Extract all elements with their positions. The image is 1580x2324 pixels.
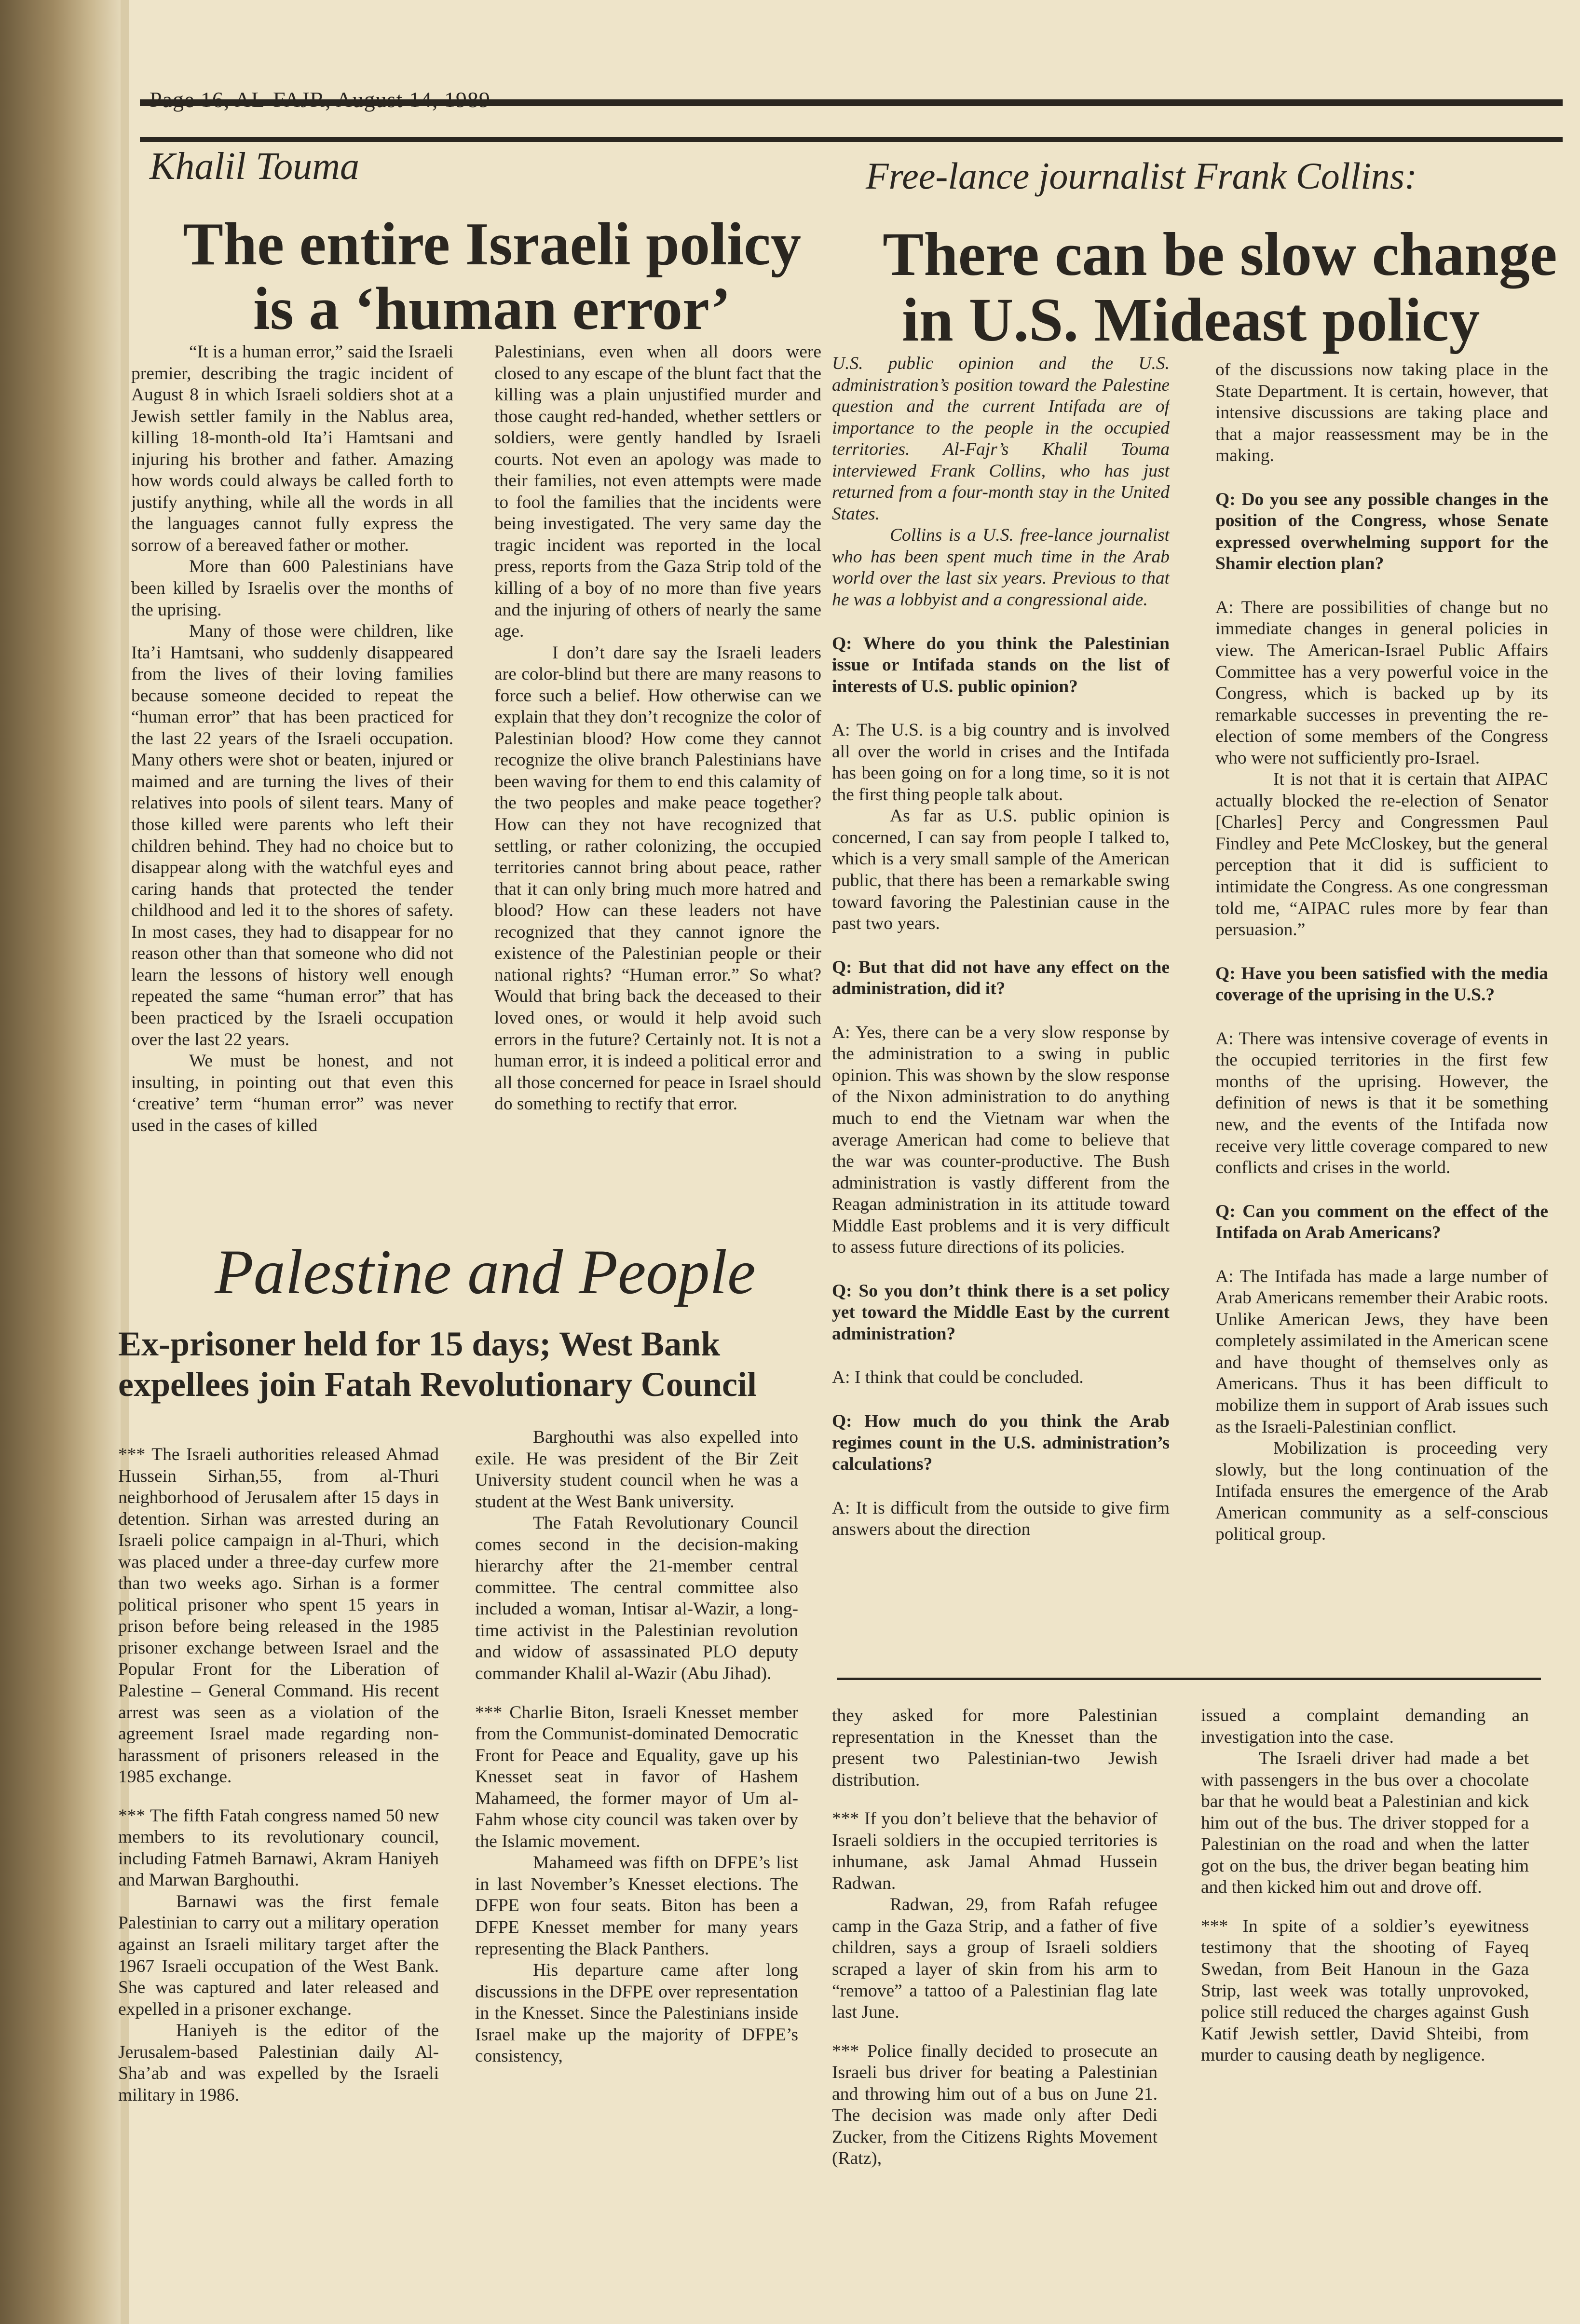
news-brief: *** The Israeli authorities released Ahmad Hussein Sirhan,55, from al-Thuri neighborhood of Jerusalem after 15 days in detention. Sirhan was arrested during an Israeli police campaign in al-Thuri, which was placed under a three-day curfew more than two weeks ago. Sirhan is a former political prisoner who spent 15 years in prison before being released in the 1985 prisoner exchange between Israel and the Popular Front for the Liberation of Palestine – General Command. His recent arrest was seen as a violation of the agreement Israel made regarding non-harassment of prisoners released in the 1985 exchange.	[118, 1445, 439, 1787]
paragraph-continued: of the discussions now taking place in the State Department. It is certain, however, that intensive discussions are taking place and that a major reassessment may be in the making.	[1215, 360, 1548, 466]
paragraph: More than 600 Palestinians have been killed by Israelis over the months of the uprising.	[131, 557, 453, 620]
interview-answer: A: There was intensive coverage of events in the occupied territories in the first few months of the uprising. However, the definition of news is that it be something new, and the events of the Intifada now receive very little coverage compared to new conflicts and crises in the world.	[1215, 1028, 1548, 1178]
paragraph: “It is a human error,” said the Israeli premier, describing the tragic incident of August 8 in which Israeli soldiers shot at a Jewish settler family in the Nablus area, killing 18-month-old Ita’i Hamtsani and injuring his brother and father. Amazing how words could always be called forth to justify anything, while all the words in all the languages cannot fully express the sorrow of a bereaved father or mother.	[131, 342, 453, 555]
paragraph: Barghouthi was also expelled into exile. He was president of the Bir Zeit University student council when he was a student at the West Bank university.	[475, 1427, 798, 1512]
paragraph: His departure came after long discussions in the DFPE over representation in the Knesset. Since the Palestinians inside Israel make up the majority of DFPE’s consistency,	[475, 1960, 798, 2066]
paragraph-continued: issued a complaint demanding an investigation into the case.	[1201, 1706, 1529, 1747]
interview-question: Q: Have you been satisfied with the media coverage of the uprising in the U.S.?	[1215, 963, 1548, 1005]
interview-question: Q: But that did not have any effect on the administration, did it?	[832, 957, 1170, 999]
right-kicker: Free-lance journalist Frank Collins:	[866, 155, 1417, 197]
paragraph-continued: they asked for more Palestinian representation in the Knesset than the present two Palestinian-two Jewish distribution.	[832, 1706, 1158, 1790]
interview-answer: A: The U.S. is a big country and is involved all over the world in crises and the Intifada has been going on for a long time, so it is not the first thing people talk about.	[832, 720, 1170, 805]
paragraph: Haniyeh is the editor of the Jerusalem-based Palestinian daily Al-Sha’ab and was expelled by the Israeli military in 1986.	[118, 2021, 439, 2105]
interview-question: Q: Do you see any possible changes in the position of the Congress, whose Senate expressed overwhelming support for the Shamir election plan?	[1215, 489, 1548, 574]
book-binding	[0, 0, 121, 2324]
paragraph: The Israeli driver had made a bet with passengers in the bus over a chocolate bar that he would beat a Palestinian and kick him out of the bus. The driver stopped for a Palestinian on the road and when the latter got on the bus, the driver began beating him and then kicked him out and drove off.	[1201, 1749, 1529, 1898]
right-headline-line2: in U.S. Mideast policy	[902, 285, 1480, 354]
paragraph: Radwan, 29, from Rafah refugee camp in the Gaza Strip, and a father of five children, says a group of Israeli soldiers scraped a layer of skin from his arm to “remove” a tattoo of a Palestinian flag late last June.	[832, 1895, 1158, 2023]
left-story-column-2	[494, 342, 821, 1219]
news-brief: *** Police finally decided to prosecute an Israeli bus driver for beating a Palestinian and throwing him out of a bus on June 21. The decision was made only after Dedi Zucker, from the Citizens Rights Movement (Ratz),	[832, 2041, 1158, 2169]
paragraph: As far as U.S. public opinion is concerned, I can say from people I talked to, which is a very small sample of the American public, that there has been a remarkable swing toward favoring the Palestinian cause in the past two years.	[832, 806, 1170, 934]
news-brief: *** Charlie Biton, Israeli Knesset member from the Communist-dominated Democratic Front for Peace and Equality, gave up his Knesset seat in favor of Hashem Mahameed, the former mayor of Um al-Fahm whose city council was taken over by the Islamic movement.	[475, 1702, 798, 1851]
interview-answer: A: The Intifada has made a large number of Arab Americans remember their Arabic roots. Unlike American Jews, they have been completely assimilated in the American scene and have thought of themselves only as Americans. Thus it has been difficult to mobilize them in support of Arab issues such as the Israeli-Palestinian conflict.	[1215, 1266, 1548, 1437]
interview-question: Q: So you don’t think there is a set policy yet toward the Middle East by the current administration?	[832, 1281, 1170, 1344]
news-brief: *** If you don’t believe that the behavior of Israeli soldiers in the occupied territories is inhumane, ask Jamal Ahmad Hussein Radwan.	[832, 1809, 1158, 1893]
left-headline	[145, 212, 839, 341]
paragraph: The Fatah Revolutionary Council comes second in the decision-making hierarchy after the 21-member central committee. The central committee also included a woman, Intisar al-Wazir, a long-time activist in the Palestinian revolution and widow of assassinated PLO deputy commander Khalil al-Wazir (Abu Jihad).	[475, 1513, 798, 1684]
paragraph: Mobilization is proceeding very slowly, but the long continuation of the Intifada ensures the emergence of the Arab American community as a self-conscious political group.	[1215, 1438, 1548, 1545]
left-headline-line2: is a ‘human error’	[253, 275, 731, 342]
briefs-column-3	[832, 1705, 1158, 2284]
paragraph: Many of those were children, like Ita’i Hamtsani, who suddenly disappeared from the lives of their loving families because someone decided to repeat the “human error” that has been practiced for the last 22 years of the Israeli occupation. Many others were shot or beaten, injured or maimed and are turning the lives of their relatives into pools of silent tears. Many of those killed were parents who left their children behind. They had no choice but to disappear along with the watchful eyes and caring hands that protected the tender childhood and led it to the shores of safety. In most cases, they had to disappear for no reason other than that someone who did not learn the lessons of history well enough repeated the same “human error” that has been practiced by the Israeli occupation over the last 22 years.	[131, 621, 453, 1050]
paragraph: Mahameed was fifth on DFPE’s list in last November’s Knesset elections. The DFPE won four seats. Biton has been a DFPE Knesset member for many years representing the Black Panthers.	[475, 1853, 798, 1959]
bottom-subhead-line1: Ex-prisoner held for 15 days; West Bank	[118, 1325, 721, 1363]
interview-intro-2: Collins is a U.S. free-lance journalist who has been spent much time in the Arab world over the last six years. Previous to that he was a lobbyist and a congressional aide.	[832, 525, 1170, 610]
left-story-column-1	[131, 342, 453, 1219]
interview-column-1	[832, 353, 1170, 1655]
left-headline-line1: The entire Israeli policy	[182, 211, 802, 278]
section-title: Palestine and People	[215, 1236, 756, 1307]
interview-question: Q: How much do you think the Arab regimes count in the U.S. administration’s calculations?	[832, 1411, 1170, 1475]
interview-answer: A: There are possibilities of change but no immediate changes in general policies in view. The American-Israel Public Affairs Committee has a very powerful voice in the Congress, which is backed up by its remarkable successes in preventing the re-election of some members of the Congress who were not sufficiently pro-Israel.	[1215, 597, 1548, 768]
interview-column-2	[1215, 359, 1548, 1662]
paragraph: It is not that it is certain that AIPAC actually blocked the re-election of Senator [Charles] Percy and Congressmen Paul Findley and Pete McCloskey, but the general perception that it did is sufficient to intimidate the Congress. As one congressman told me, “AIPAC rules more by fear than persuasion.”	[1215, 769, 1548, 940]
right-headline	[863, 222, 1567, 353]
paragraph: Palestinians, even when all doors were closed to any escape of the blunt fact that the killing was a plain unjustified murder and those caught red-handed, whether settlers or soldiers, were gently handled by Israeli courts. Not even an apology was made to their families, not even attempts were made to fool the families that the incidents were being investigated. The very same day the tragic incident was reported in the local press, reports from the Gaza Strip told of the killing of a boy of no more than five years and the injuring of others of nearly the same age.	[494, 342, 821, 642]
interview-question: Q: Where do you think the Palestinian issue or Intifada stands on the list of interests of U.S. public opinion?	[832, 633, 1170, 697]
header-rule-top	[140, 99, 1563, 106]
interview-answer: A: I think that could be concluded.	[832, 1367, 1084, 1388]
briefs-column-4	[1201, 1705, 1529, 2284]
interview-question: Q: Can you comment on the effect of the Intifada on Arab Americans?	[1215, 1201, 1548, 1243]
paragraph: I don’t dare say the Israeli leaders are color-blind but there are many reasons to force such a belief. How otherwise can we explain that they don’t recognize the color of Palestinian blood? How come they cannot recognize the olive branch Palestinians have been waving for them to end this calamity of the two peoples and make peace together? How can they not have recognized that settling, or rather colonizing, the occupied territories cannot bring about peace, rather that it can only bring much more hatred and blood? How can these leaders not have recognized that they cannot ignore the existence of the Palestinian people or their national rights? “Human error.” So what? Would that bring back the deceased to their loved ones, or would it help avoid such errors in the future? Certainly not. It is not a human error, it is indeed a political error and all those concerned for peace in Israel should do something to rectify that error.	[494, 643, 821, 1114]
interview-answer: A: It is difficult from the outside to give firm answers about the direction	[832, 1498, 1170, 1540]
news-brief: *** In spite of a soldier’s eyewitness testimony that the shooting of Fayeq Swedan, from Beit Hanoun in the Gaza Strip, last week was totally unprovoked, police still reduced the charges against Gush Katif Jewish settler, David Shteibi, from murder to causing death by negligence.	[1201, 1916, 1529, 2065]
briefs-divider-rule	[837, 1678, 1541, 1680]
right-headline-line1: There can be slow change	[883, 220, 1557, 288]
interview-intro: U.S. public opinion and the U.S. administration’s position toward the Palestine question and the current Intifada are of importance to the people in the occupied territories. Al-Fajr’s Khalil Touma interviewed Frank Collins, who has just returned from a four-month stay in the United States.	[832, 354, 1170, 524]
news-brief: *** The fifth Fatah congress named 50 new members to its revolutionary council, including Fatmeh Barnawi, Akram Haniyeh and Marwan Barghouthi.	[118, 1805, 439, 1890]
paragraph: We must be honest, and not insulting, in pointing out that even this ‘creative’ term “human error” was never used in the cases of killed	[131, 1051, 453, 1135]
paragraph: Barnawi was the first female Palestinian to carry out a military operation against an Israeli military target after the 1967 Israeli occupation of the West Bank. She was captured and later released and expelled in a prisoner exchange.	[118, 1891, 439, 2019]
bottom-subhead-line2: expellees join Fatah Revolutionary Council	[118, 1365, 757, 1404]
briefs-column-2	[475, 1427, 798, 2199]
left-byline: Khalil Touma	[150, 145, 359, 188]
interview-answer: A: Yes, there can be a very slow response by the administration to a swing in public opinion. This was shown by the slow response of the Nixon administration to do anything much to end the Vietnam war when the average American had come to believe that the war was counter-productive. The Bush administration is vastly different from the Reagan administration in its attitude toward Middle East problems and it is very difficult to assess future directions of its policies.	[832, 1022, 1170, 1258]
briefs-column-1	[118, 1427, 439, 2199]
bottom-subhead	[118, 1324, 793, 1405]
header-rule-bottom	[140, 137, 1563, 142]
